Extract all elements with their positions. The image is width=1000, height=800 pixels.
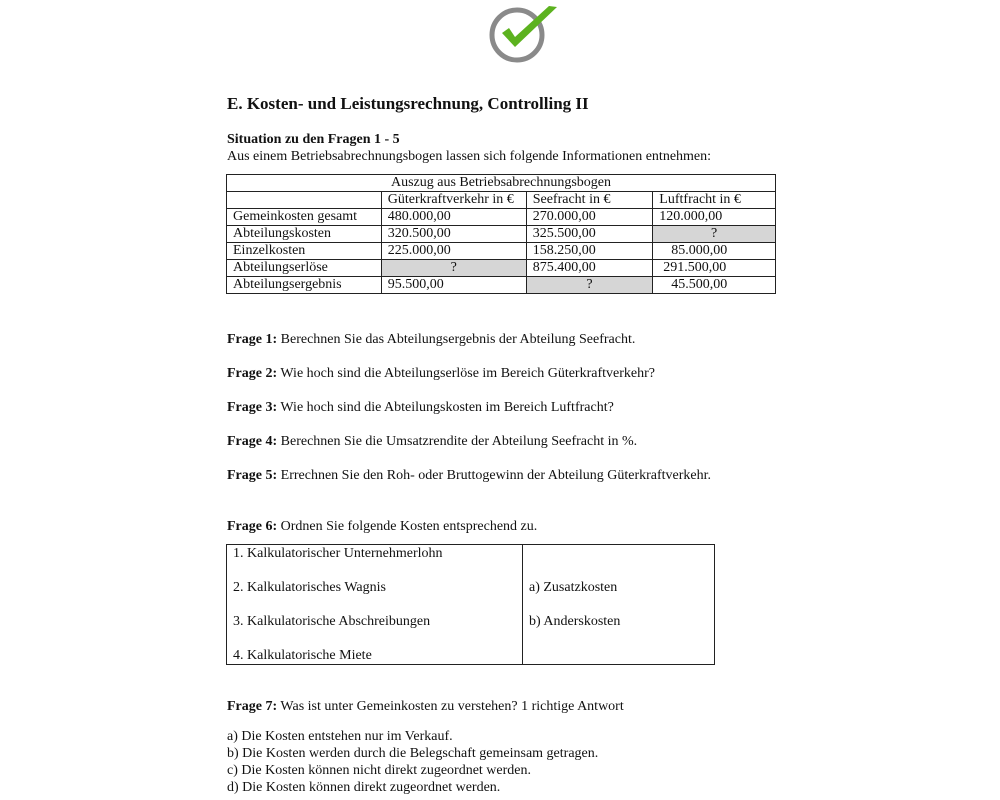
table-row — [227, 277, 776, 294]
answer-option: a) Die Kosten entstehen nur im Verkauf. — [227, 729, 453, 744]
row-label: Abteilungsergebnis — [227, 277, 382, 294]
row-label: Abteilungskosten — [227, 226, 382, 243]
question-text: Was ist unter Gemeinkosten zu verstehen? 1 richtige Antwort — [277, 699, 624, 714]
question-label: Frage 6: — [227, 519, 278, 534]
situation-text: Aus einem Betriebsabrechnungsbogen lassen sich folgende Informationen entnehmen: — [227, 149, 712, 164]
question-5 — [227, 468, 711, 484]
question-2 — [227, 366, 655, 382]
table-cell: 120.000,00 — [653, 209, 776, 226]
table-row — [227, 260, 776, 277]
bab-header-row — [227, 192, 776, 209]
kosten-types-cell — [523, 545, 715, 665]
table-cell: 320.500,00 — [381, 226, 526, 243]
table-cell: 158.250,00 — [526, 243, 653, 260]
question-text: Berechnen Sie die Umsatzrendite der Abteilung Seefracht in %. — [277, 434, 638, 449]
row-label: Einzelkosten — [227, 243, 382, 260]
table-cell: 325.500,00 — [526, 226, 653, 243]
page-title: E. Kosten- und Leistungsrechnung, Controlling II — [227, 94, 589, 113]
header-cell: Seefracht in € — [526, 192, 653, 209]
question-4 — [227, 434, 637, 450]
kosten-item: 2. Kalkulatorisches Wagnis — [233, 580, 386, 595]
question-label: Frage 5: — [227, 468, 278, 483]
header-cell: Luftfracht in € — [653, 192, 776, 209]
checkmark-logo-icon — [487, 2, 561, 64]
kosten-type: b) Anderskosten — [529, 614, 621, 629]
answer-option: b) Die Kosten werden durch die Belegschaft gemeinsam getragen. — [227, 746, 599, 761]
kosten-item: 4. Kalkulatorische Miete — [233, 648, 372, 663]
table-cell: 95.500,00 — [381, 277, 526, 294]
table-cell: 45.500,00 — [653, 277, 776, 294]
header-cell — [227, 192, 382, 209]
question-7 — [227, 699, 624, 715]
question-label: Frage 4: — [227, 434, 278, 449]
question-text: Errechnen Sie den Roh- oder Bruttogewinn der Abteilung Güterkraftverkehr. — [277, 468, 712, 483]
kosten-items-cell — [227, 545, 523, 665]
table-cell: 480.000,00 — [381, 209, 526, 226]
question-text: Berechnen Sie das Abteilungsergebnis der Abteilung Seefracht. — [277, 332, 636, 347]
question-label: Frage 2: — [227, 366, 278, 381]
question-1 — [227, 332, 635, 348]
row-label: Gemeinkosten gesamt — [227, 209, 382, 226]
bab-table — [226, 174, 776, 294]
question-3 — [227, 400, 614, 416]
kosten-item: 3. Kalkulatorische Abschreibungen — [233, 614, 431, 629]
table-cell: 875.400,00 — [526, 260, 653, 277]
question-label: Frage 1: — [227, 332, 278, 347]
table-cell: 85.000,00 — [653, 243, 776, 260]
table-row — [227, 209, 776, 226]
answer-option: d) Die Kosten können direkt zugeordnet werden. — [227, 780, 501, 795]
row-label: Abteilungserlöse — [227, 260, 382, 277]
table-cell: 291.500,00 — [653, 260, 776, 277]
bab-caption: Auszug aus Betriebsabrechnungsbogen — [227, 175, 776, 192]
table-cell: 225.000,00 — [381, 243, 526, 260]
table-row — [227, 226, 776, 243]
question-label: Frage 3: — [227, 400, 278, 415]
kosten-table — [226, 544, 715, 665]
question-6 — [227, 519, 537, 535]
kosten-item: 1. Kalkulatorischer Unternehmerlohn — [233, 546, 443, 561]
question-label: Frage 7: — [227, 699, 278, 714]
question-text: Ordnen Sie folgende Kosten entsprechend zu. — [277, 519, 538, 534]
question-text: Wie hoch sind die Abteilungskosten im Bereich Luftfracht? — [277, 400, 614, 415]
unknown-cell: ? — [526, 277, 653, 294]
kosten-type: a) Zusatzkosten — [529, 580, 618, 595]
table-cell: 270.000,00 — [526, 209, 653, 226]
header-cell: Güterkraftverkehr in € — [381, 192, 526, 209]
table-row — [227, 243, 776, 260]
situation-heading: Situation zu den Fragen 1 - 5 — [227, 132, 400, 147]
answer-option: c) Die Kosten können nicht direkt zugeordnet werden. — [227, 763, 532, 778]
unknown-cell: ? — [653, 226, 776, 243]
unknown-cell: ? — [381, 260, 526, 277]
question-text: Wie hoch sind die Abteilungserlöse im Bereich Güterkraftverkehr? — [277, 366, 655, 381]
